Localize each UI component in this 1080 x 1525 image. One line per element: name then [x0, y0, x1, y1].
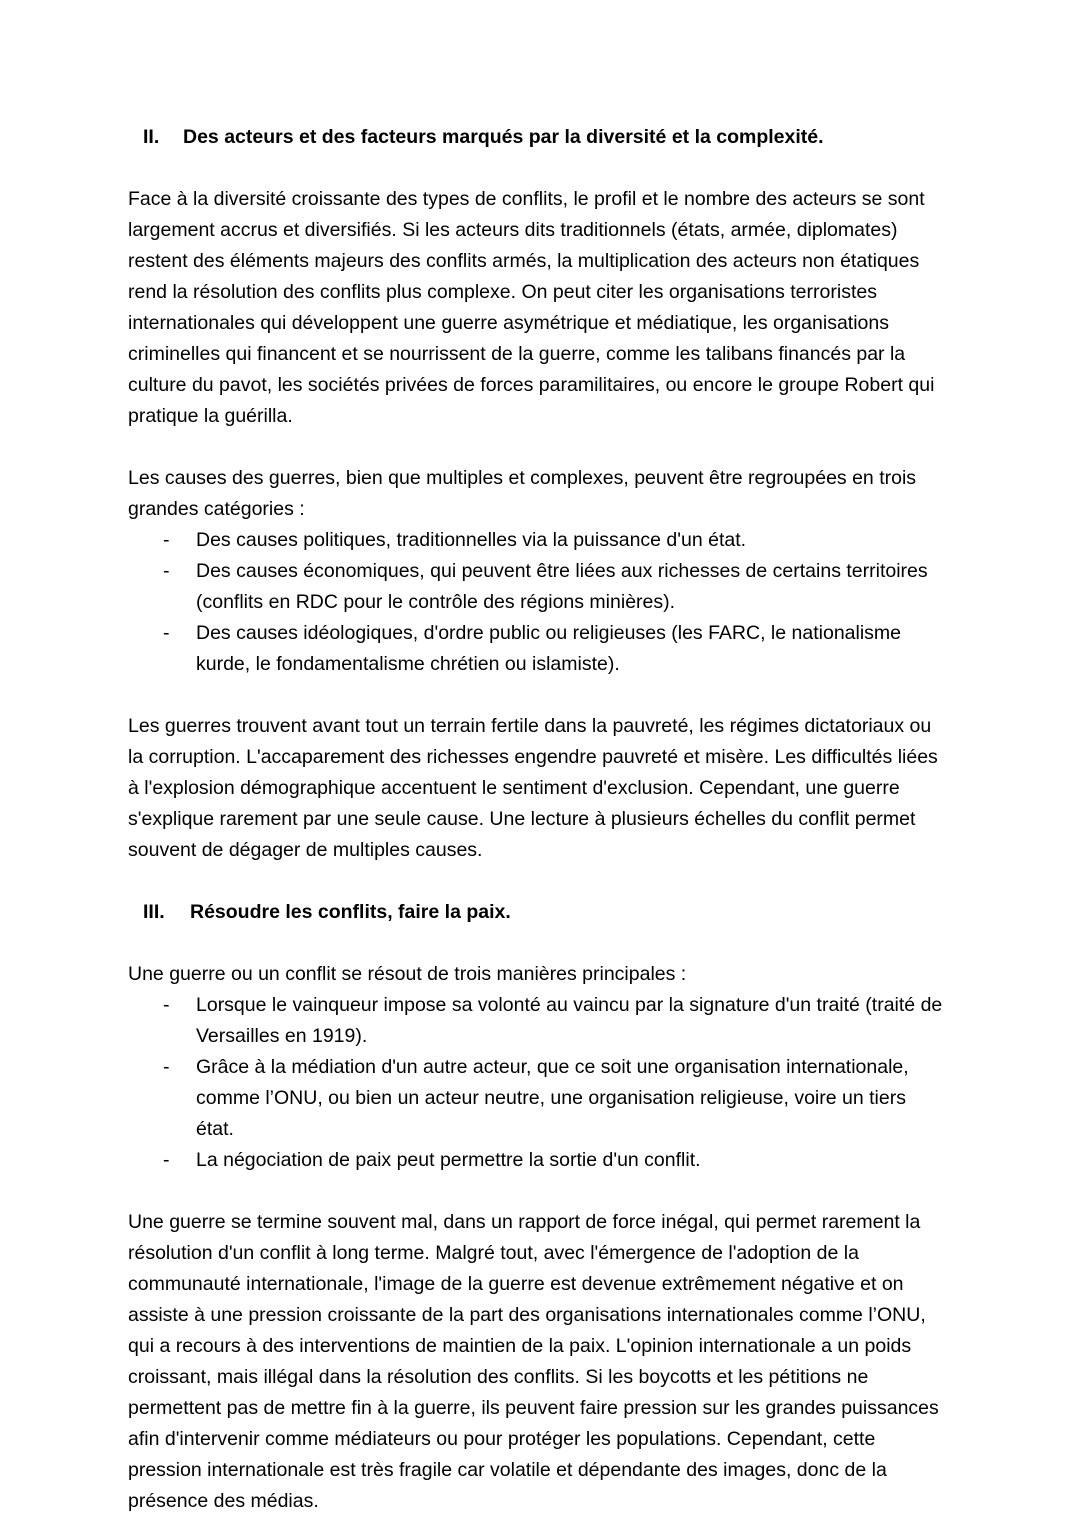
list-item: - Lorsque le vainqueur impose sa volonté au vaincu par la signature d'un traité (traité de Versailles en 1919). [128, 990, 946, 1052]
section-heading-2 [128, 122, 946, 153]
section-heading-text-2: Des acteurs et des facteurs marqués par la diversité et la complexité. [183, 126, 824, 148]
section-heading-3 [128, 897, 946, 928]
spacer [128, 680, 946, 711]
paragraph-poverty: Les guerres trouvent avant tout un terrain fertile dans la pauvreté, les régimes dictatoriaux ou la corruption. L'accaparement des richesses engendre pauvreté et misère. Les difficultés liées à l'explosion démographique accentuent le sentiment d'exclusion. Cependant, une guerre s'explique rarement par une seule cause. Une lecture à plusieurs échelles du conflit permet souvent de dégager de multiples causes. [128, 715, 938, 861]
paragraph-resolution-intro: Une guerre ou un conflit se résout de trois manières principales : [128, 963, 687, 985]
paragraph-actors: Face à la diversité croissante des types de conflits, le profil et le nombre des acteurs se sont largement accrus et diversifiés. Si les acteurs dits traditionnels (états, armée, diplomates) restent des éléments majeurs des conflits armés, la multiplication des acteurs non étatiques rend la résolution des conflits plus complexe. On peut citer les organisations terroristes internationales qui développent une guerre asymétrique et médiatique, les organisations criminelles qui financent et se nourrissent de la guerre, comme les talibans financés par la culture du pavot, les sociétés privées de forces paramilitaires, ou encore le groupe Robert qui pratique la guérilla. [128, 188, 935, 427]
list-item: - Grâce à la médiation d'un autre acteur, que ce soit une organisation internationale, comme l’ONU, ou bien un acteur neutre, une organisation religieuse, voire un tiers état. [128, 1052, 946, 1145]
paragraph-conclusion: Une guerre se termine souvent mal, dans un rapport de force inégal, qui permet rarement la résolution d'un conflit à long terme. Malgré tout, avec l'émergence de l'adoption de la communauté internationale, l'image de la guerre est devenue extrêmement négative et on assiste à une pression croissante de la part des organisations internationales comme l’ONU, qui a recours à des interventions de maintien de la paix. L'opinion internationale a un poids croissant, mais illégal dans la résolution des conflits. Si les boycotts et les pétitions ne permettent pas de mettre fin à la guerre, ils peuvent faire pression sur les grandes puissances afin d'intervenir comme médiateurs ou pour protéger les populations. Cependant, cette pression internationale est très fragile car volatile et dépendante des images, donc de la présence des médias. [128, 1211, 939, 1512]
list-item: - Des causes idéologiques, d'ordre public ou religieuses (les FARC, le nationalisme kurde, le fondamentalisme chrétien ou islamiste). [128, 618, 946, 680]
section-numeral-2: II. [143, 126, 160, 148]
causes-list [128, 525, 946, 680]
spacer [128, 866, 946, 897]
paragraph-causes-intro: Les causes des guerres, bien que multiples et complexes, peuvent être regroupées en trois grandes catégories : [128, 467, 917, 520]
document-body [128, 122, 946, 1517]
spacer [128, 432, 946, 463]
spacer [128, 1176, 946, 1207]
section-heading-text-3: Résoudre les conflits, faire la paix. [190, 901, 511, 923]
resolution-list [128, 990, 946, 1176]
spacer [128, 928, 946, 959]
list-item: - La négociation de paix peut permettre la sortie d'un conflit. [128, 1145, 946, 1176]
spacer [128, 153, 946, 184]
section-numeral-3: III. [143, 901, 165, 923]
list-item: - Des causes économiques, qui peuvent être liées aux richesses de certains territoires (conflits en RDC pour le contrôle des régions minières). [128, 556, 946, 618]
list-item: - Des causes politiques, traditionnelles via la puissance d'un état. [128, 525, 946, 556]
